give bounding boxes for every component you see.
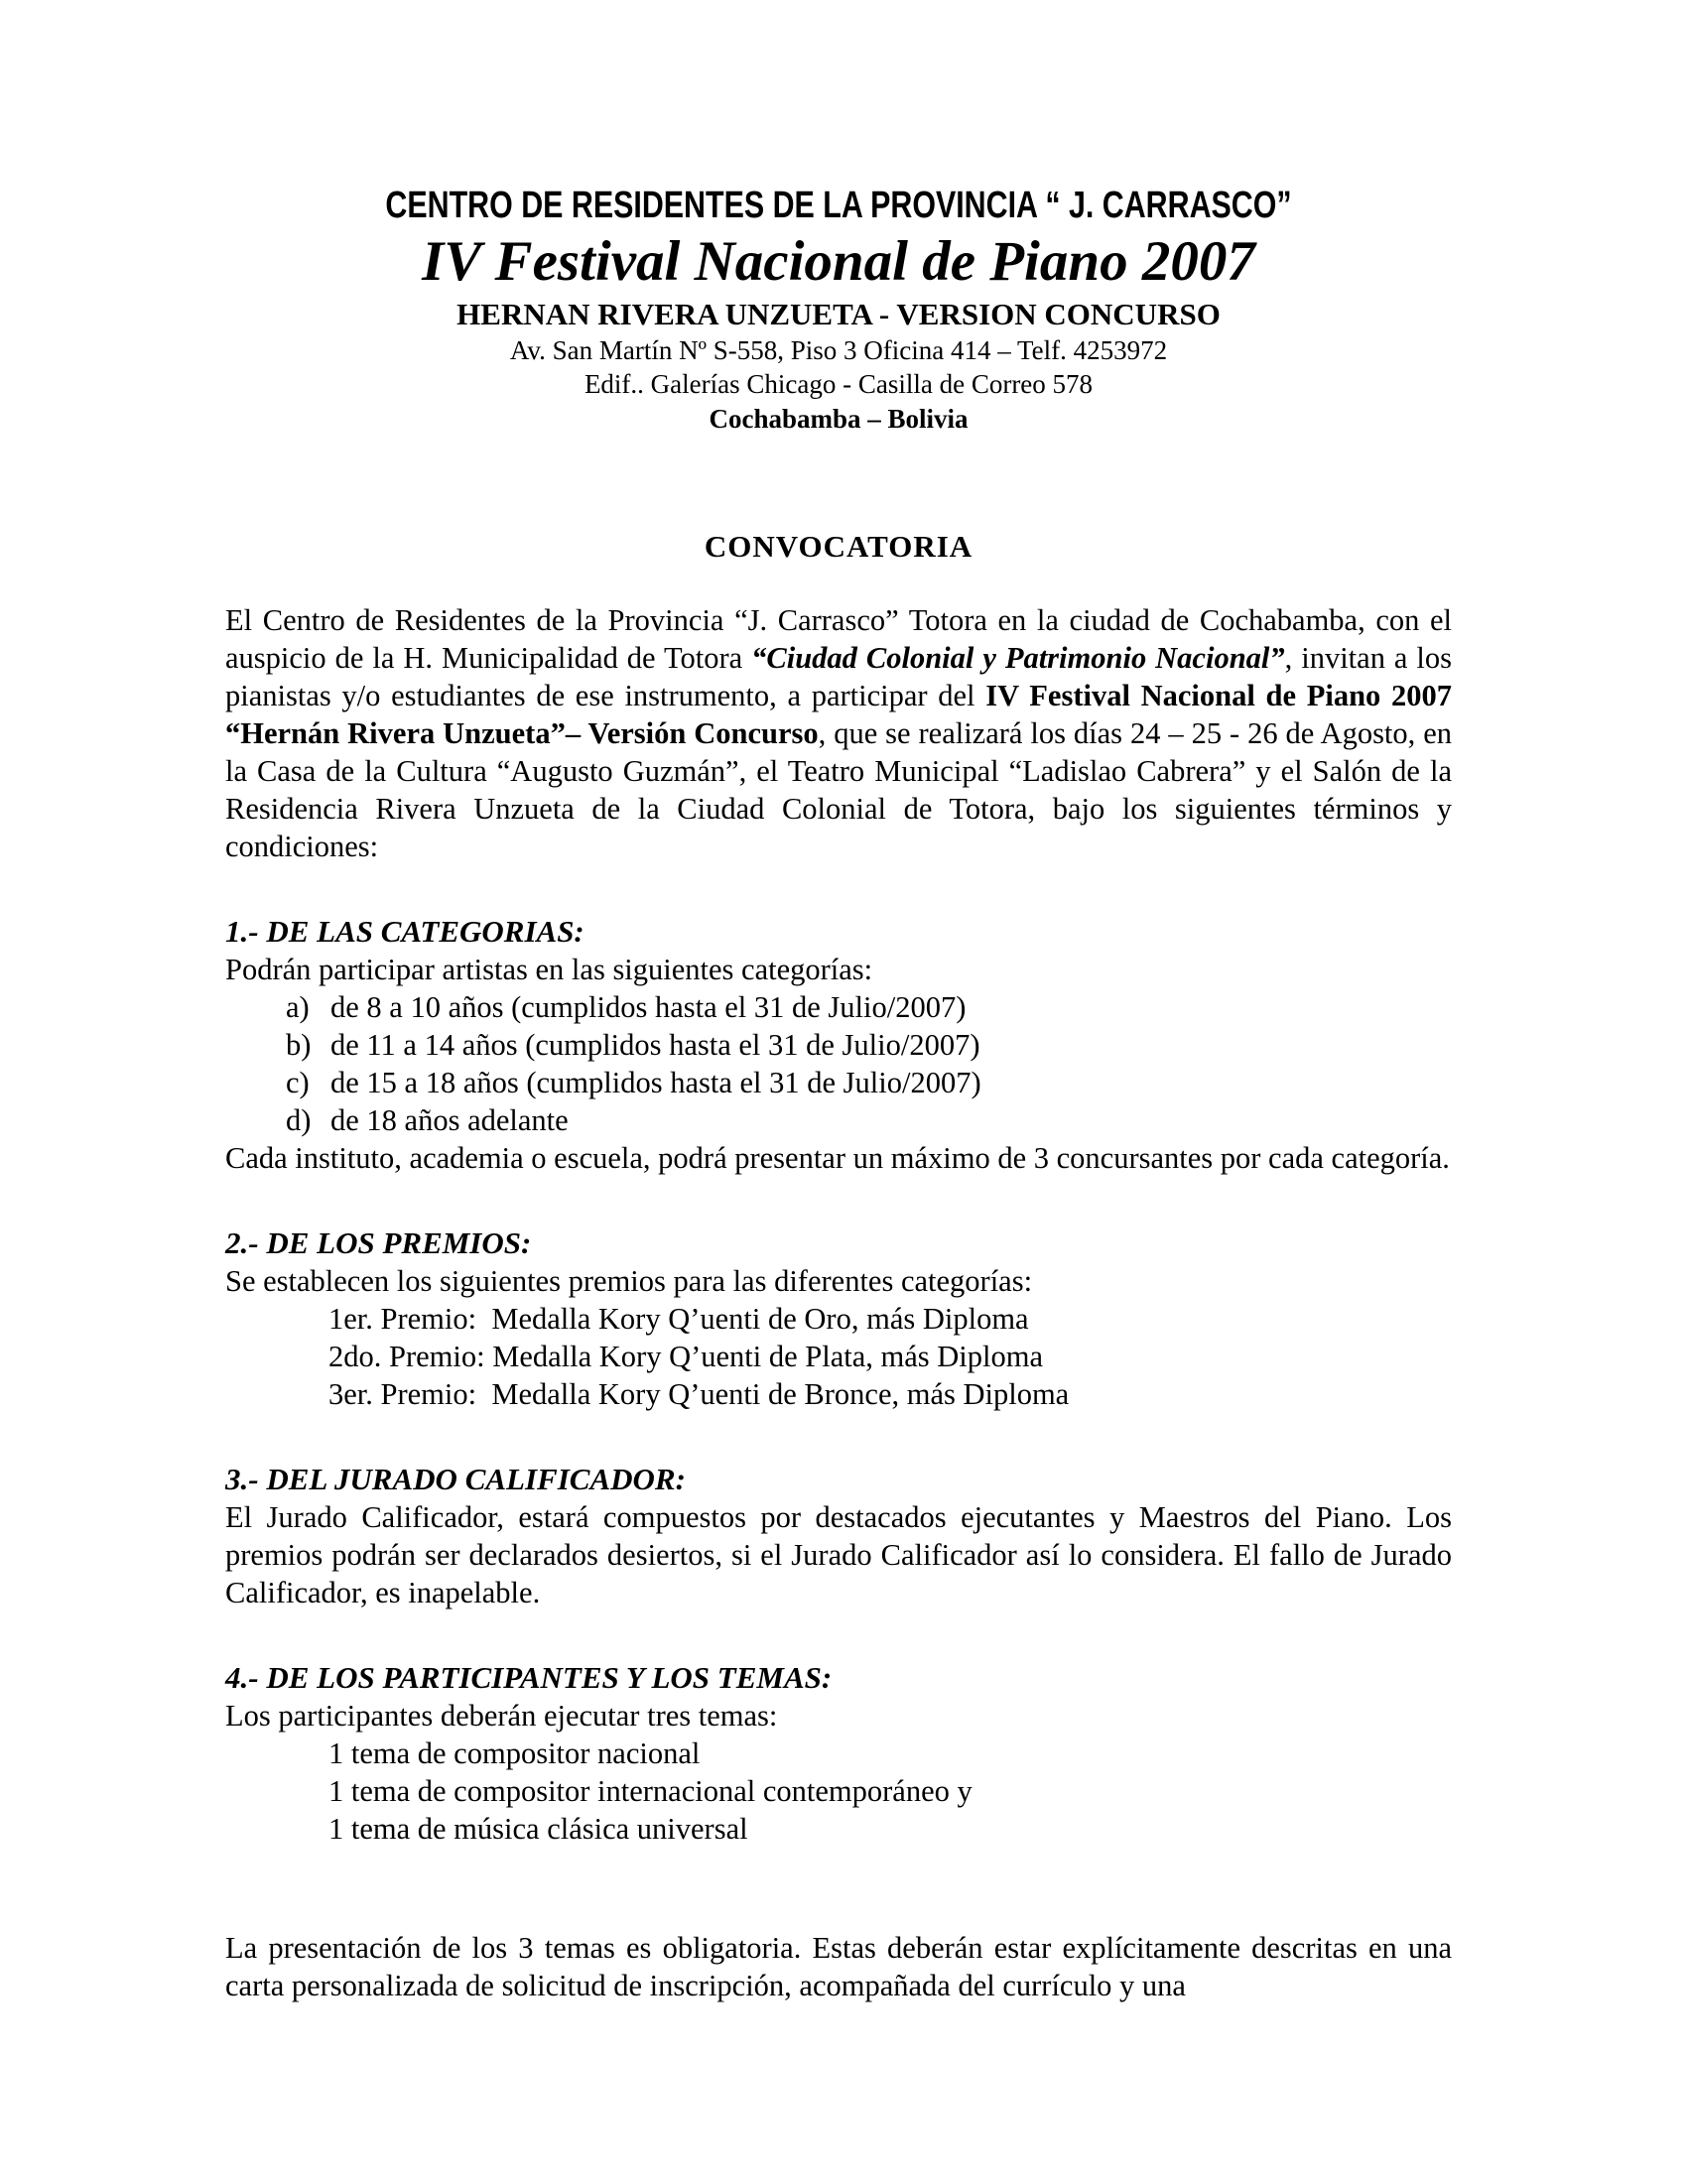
section-heading-premios: 2.- DE LOS PREMIOS:	[225, 1225, 532, 1260]
address-line-2: Edif.. Galerías Chicago - Casilla de Correo 578	[584, 369, 1094, 399]
city-country: Cochabamba – Bolivia	[709, 404, 969, 434]
section-jurado	[225, 1460, 1452, 1611]
category-item	[225, 988, 1452, 1026]
section-heading-categorias: 1.- DE LAS CATEGORIAS:	[225, 914, 584, 949]
section-lead-premios: Se establecen los siguientes premios para las diferentes categorías:	[225, 1264, 1033, 1298]
section-heading-participantes: 4.- DE LOS PARTICIPANTES Y LOS TEMAS:	[225, 1660, 833, 1695]
tema-item: 1 tema de compositor nacional	[328, 1736, 701, 1770]
category-text: de 8 a 10 años (cumplidos hasta el 31 de Julio/2007)	[330, 990, 967, 1024]
festival-title: IV Festival Nacional de Piano 2007	[422, 230, 1255, 293]
premio-item: 1er. Premio: Medalla Kory Q’uenti de Oro, más Diploma	[328, 1302, 1029, 1336]
category-item	[225, 1101, 1452, 1139]
intro-run-2: “Ciudad Colonial y Patrimonio Nacional”	[751, 641, 1285, 675]
section-lead-categorias: Podrán participar artistas en las siguientes categorías:	[225, 953, 873, 986]
section-categorias	[225, 912, 1452, 1177]
letterhead	[225, 185, 1452, 437]
section-note-categorias: Cada instituto, academia o escuela, podrá presentar un máximo de 3 concursantes por cada categoría.	[225, 1141, 1450, 1175]
section-premios	[225, 1223, 1452, 1413]
category-text: de 15 a 18 años (cumplidos hasta el 31 de Julio/2007)	[330, 1066, 981, 1099]
premio-item: 3er. Premio: Medalla Kory Q’uenti de Bronce, más Diploma	[328, 1377, 1070, 1411]
intro-run-1: El Centro de Residentes de la Provincia “J. Carrasco” Totora en la ciudad de Cochabamba, con el auspicio de la H. Municipalidad de Totora	[225, 603, 1460, 675]
intro-paragraph	[225, 601, 1468, 865]
category-text: de 18 años adelante	[330, 1103, 569, 1137]
closing-paragraph: La presentación de los 3 temas es obligatoria. Estas deberán estar explícitamente descritas en una carta personalizada de solicitud de inscripción, acompañada del currículo y una	[225, 1931, 1452, 2002]
tema-item: 1 tema de música clásica universal	[328, 1812, 748, 1846]
category-item	[225, 1064, 1452, 1101]
section-lead-participantes: Los participantes deberán ejecutar tres temas:	[225, 1699, 778, 1733]
list-marker: d)	[286, 1103, 312, 1137]
organization-name: CENTRO DE RESIDENTES DE LA PROVINCIA “ J. CARRASCO”	[385, 185, 1292, 226]
section-body-jurado: El Jurado Calificador, estará compuestos por destacados ejecutantes y Maestros del Piano. Los premios podrán ser declarados desiertos, si el Jurado Calificador así lo considera. El fallo de Jurado Calificador, es inapelable.	[225, 1500, 1452, 1609]
premio-item: 2do. Premio: Medalla Kory Q’uenti de Plata, más Diploma	[328, 1340, 1043, 1373]
list-marker: a)	[286, 990, 310, 1024]
address-line-1: Av. San Martín Nº S-558, Piso 3 Oficina 414 – Telf. 4253972	[509, 335, 1168, 365]
document-title: CONVOCATORIA	[704, 529, 974, 564]
section-participantes	[225, 1658, 1452, 1848]
section-heading-jurado: 3.- DEL JURADO CALIFICADOR:	[225, 1462, 686, 1496]
list-marker: c)	[286, 1066, 310, 1099]
category-text: de 11 a 14 años (cumplidos hasta el 31 de Julio/2007)	[330, 1028, 980, 1062]
category-item	[225, 1026, 1452, 1064]
intro-run-5: , que se realizará los días 24 – 25 - 26 de Agosto, en la Casa de la Cultura “Augusto Guzmán”, el Teatro Municipal “Ladislao Cabrera” y el Salón de la Residencia Rivera Unzueta de la Ciudad Colonial de Totora, bajo los siguientes términos y condiciones:	[225, 716, 1460, 863]
tema-item: 1 tema de compositor internacional contemporáneo y	[328, 1774, 973, 1808]
intro-run-3: , invitan a los pianistas y/o estudiantes de ese instrumento, a participar del	[225, 641, 1460, 712]
intro-run-4: IV Festival Nacional de Piano 2007 “Hernán Rivera Unzueta”– Versión Concurso	[225, 679, 1468, 750]
festival-subtitle: HERNAN RIVERA UNZUETA - VERSION CONCURSO	[456, 297, 1221, 331]
list-marker: b)	[286, 1028, 312, 1062]
